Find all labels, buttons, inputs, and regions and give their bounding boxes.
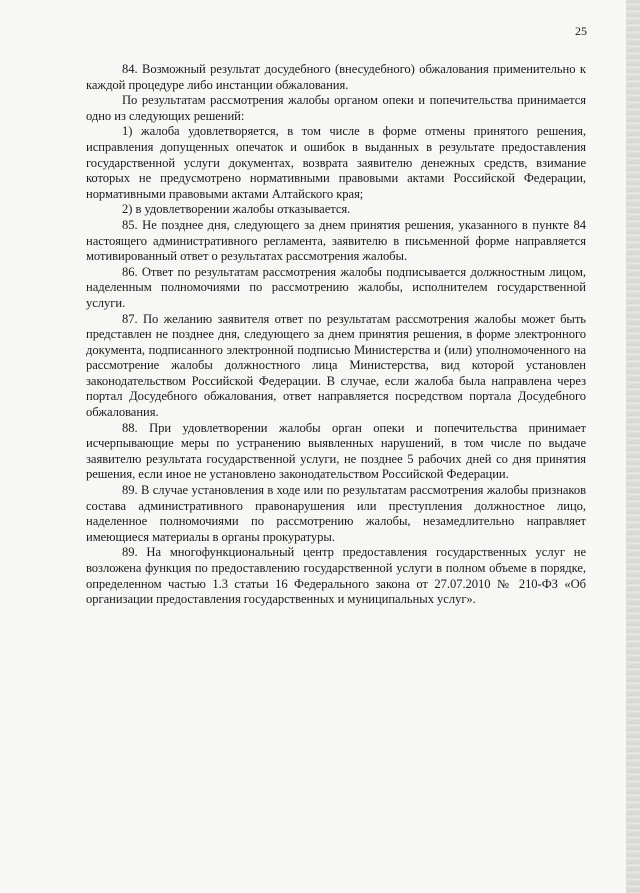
- scanned-page-edge: [626, 0, 640, 893]
- document-body: [86, 62, 586, 608]
- page-number: 25: [575, 24, 587, 38]
- paragraph-86: 86. Ответ по результатам рассмотрения жалобы подписывается должностным лицом, наделенным полномочиями по рассмотрению жалобы, исполнителем государственной услуги.: [86, 264, 586, 310]
- paragraph-87: 87. По желанию заявителя ответ по результатам рассмотрения жалобы может быть представлен не позднее дня, следующего за днем принятия решения, в форме электронного документа, подписанного электронной подписью Министерства и (или) уполномоченного на рассмотрение жалобы должностного лица Министерства, вид которой установлен законодательством Российской Федерации. В случае, если жалоба была направлена через портал Досудебного обжалования, ответ направляется посредством портала Досудебного обжалования.: [86, 311, 586, 420]
- paragraph-decision-1: 1) жалоба удовлетворяется, в том числе в форме отмены принятого решения, исправления допущенных опечаток и ошибок в выданных в результате предоставления государственной услуги документах, возврата заявителю денежных средств, взимание которых не предусмотрено нормативными правовыми актами Российской Федерации, нормативными правовыми актами Алтайского края;: [86, 124, 586, 201]
- paragraph-89b: 89. На многофункциональный центр предоставления государственных услуг не возложена функция по предоставлению государственной услуги в полном объеме в порядке, определенном частью 1.3 статьи 16 Федерального закона от 27.07.2010 № 210-ФЗ «Об организации предоставления государственных и муниципальных услуг».: [86, 545, 586, 607]
- paragraph-84: 84. Возможный результат досудебного (внесудебного) обжалования применительно к каждой процедуре либо инстанции обжалования.: [86, 62, 586, 92]
- paragraph-decisions-intro: По результатам рассмотрения жалобы органом опеки и попечительства принимается одно из следующих решений:: [86, 93, 586, 123]
- paragraph-decision-2: 2) в удовлетворении жалобы отказывается.: [122, 202, 351, 217]
- paragraph-88: 88. При удовлетворении жалобы орган опеки и попечительства принимает исчерпывающие меры по устранению выявленных нарушений, в том числе по выдаче заявителю результата государственной услуги, не позднее 5 рабочих дней со дня принятия решения, если иное не установлено законодательством Российской Федерации.: [86, 420, 586, 482]
- paragraph-89a: 89. В случае установления в ходе или по результатам рассмотрения жалобы признаков состава административного правонарушения или преступления должностное лицо, наделенное полномочиями по рассмотрению жалобы, незамедлительно направляет имеющиеся материалы в органы прокуратуры.: [86, 483, 586, 544]
- paragraph-85: 85. Не позднее дня, следующего за днем принятия решения, указанного в пункте 84 настоящего административного регламента, заявителю в письменной форме направляется мотивированный ответ о результатах рассмотрения жалобы.: [86, 217, 586, 264]
